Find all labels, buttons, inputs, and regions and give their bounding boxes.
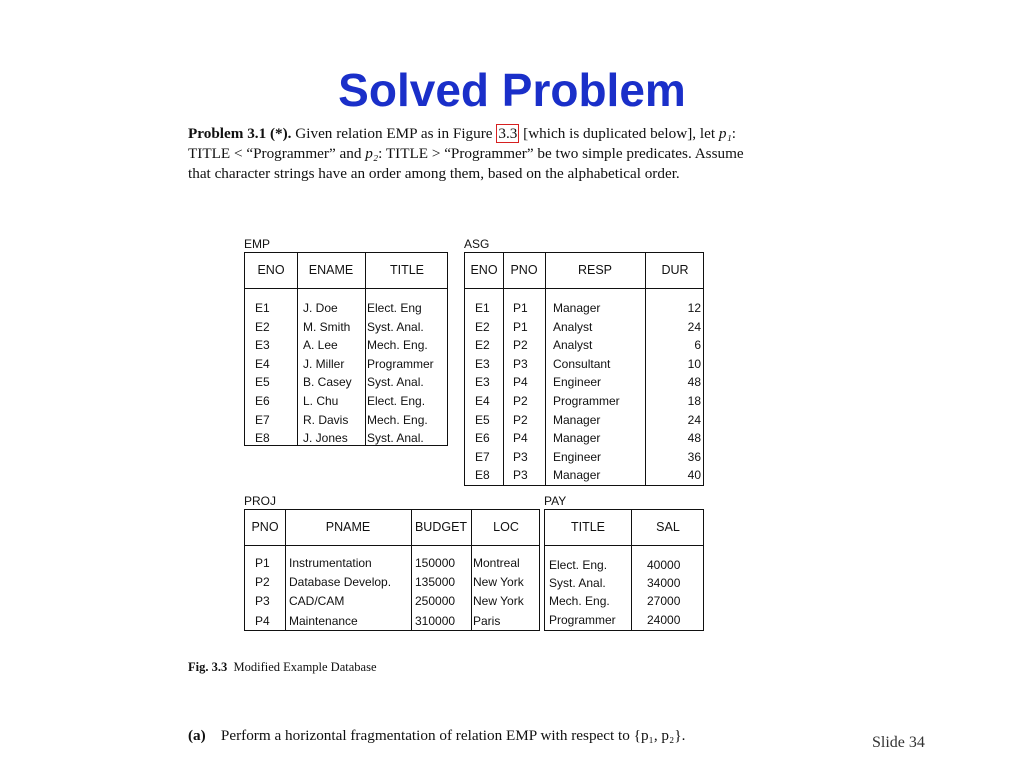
pay-col-header: SAL: [656, 520, 680, 534]
asg-table-cell: P2: [513, 412, 528, 427]
asg-col-header: PNO: [510, 263, 538, 277]
asg-table-cell: Consultant: [553, 356, 611, 371]
emp-table-cell: Syst. Anal.: [367, 319, 424, 334]
asg-table-cell: P1: [513, 319, 528, 334]
pay-col-header: TITLE: [570, 520, 606, 534]
asg-table-cell: 48: [687, 431, 701, 446]
proj-col-header: BUDGET: [414, 520, 468, 534]
asg-table-cell: P4: [513, 375, 528, 390]
emp-table-cell: E5: [255, 375, 270, 390]
asg-table-cell: E3: [475, 375, 490, 390]
pay-table-label: PAY: [544, 494, 567, 508]
pay-table-cell: 24000: [647, 612, 681, 627]
emp-table-cell: Mech. Eng.: [367, 412, 428, 427]
emp-table-cell: E3: [255, 338, 270, 353]
proj-col-header: PNAME: [325, 520, 371, 534]
problem-text-b: [which is duplicated below], let: [519, 125, 719, 142]
asg-table-cell: 40: [687, 468, 701, 483]
proj-table-cell: CAD/CAM: [289, 594, 345, 609]
asg-table-cell: 24: [687, 319, 701, 334]
asg-table-cell: Analyst: [553, 338, 593, 353]
asg-table-cell: P2: [513, 394, 528, 408]
emp-table-cell: Elect. Eng: [367, 301, 422, 315]
figure-caption-text: Modified Example Database: [233, 660, 377, 674]
emp-table-cell: J. Jones: [303, 431, 348, 446]
proj-table-cell: Paris: [473, 613, 501, 628]
asg-table-cell: E7: [475, 449, 490, 464]
proj-table-cell: 250000: [415, 594, 456, 609]
asg-table-cell: 18: [687, 394, 701, 408]
emp-table-cell: E6: [255, 394, 270, 408]
asg-table-cell: Manager: [553, 412, 601, 427]
proj-table-cell: 150000: [415, 556, 456, 570]
problem-statement: [188, 124, 764, 184]
emp-table-cell: E2: [255, 319, 270, 334]
pay-table-cell: 40000: [647, 558, 681, 572]
task-statement: [188, 727, 685, 745]
proj-table-cell: P2: [255, 575, 270, 590]
emp-table-cell: Mech. Eng.: [367, 338, 428, 353]
predicate-p2: p₂: [365, 145, 379, 162]
emp-table-cell: E8: [255, 431, 270, 446]
emp-table-cell: Elect. Eng.: [367, 394, 426, 408]
asg-table-cell: E4: [475, 394, 490, 408]
asg-table: [464, 252, 704, 486]
asg-table-cell: 10: [687, 356, 701, 371]
asg-table-cell: P3: [513, 449, 528, 464]
asg-table-cell: Manager: [553, 301, 601, 315]
asg-col-header: ENO: [470, 263, 498, 277]
pay-table: [544, 509, 704, 631]
emp-table-cell: R. Davis: [303, 412, 349, 427]
emp-col-header: TITLE: [389, 263, 425, 277]
asg-table-cell: P1: [513, 301, 528, 315]
pay-table-cell: Mech. Eng.: [549, 594, 610, 609]
emp-table-cell: E1: [255, 301, 270, 315]
emp-table-cell: Programmer: [367, 356, 434, 371]
asg-table-cell: Manager: [553, 431, 601, 446]
slide-number: Slide 34: [872, 734, 925, 751]
asg-table-cell: 48: [687, 375, 701, 390]
proj-col-header: LOC: [493, 520, 519, 534]
asg-table-cell: E5: [475, 412, 490, 427]
emp-table-cell: J. Miller: [303, 356, 345, 371]
figure-reference-link[interactable]: 3.3: [498, 125, 518, 142]
problem-text-a: Given relation EMP as in Figure: [291, 125, 497, 142]
asg-table-cell: 24: [687, 412, 701, 427]
emp-table-cell: E7: [255, 412, 270, 427]
proj-table-cell: Montreal: [473, 556, 520, 570]
problem-text-d: : TITLE > “Programmer” be two simple predicates. Assume that character strings have an order among them, based on the alphabetical order.: [188, 145, 744, 182]
emp-col-header: ENO: [257, 263, 285, 277]
emp-col-header: ENAME: [308, 263, 354, 277]
asg-col-header: RESP: [577, 263, 613, 277]
proj-table-cell: Maintenance: [289, 613, 358, 628]
proj-table-cell: New York: [473, 575, 524, 590]
slide-title: Solved Problem: [338, 64, 686, 116]
pay-table-cell: Programmer: [549, 612, 616, 627]
asg-table-cell: Programmer: [553, 394, 620, 408]
emp-table-cell: J. Doe: [303, 301, 338, 315]
asg-table-cell: P2: [513, 338, 528, 353]
proj-table-cell: P4: [255, 613, 270, 628]
task-label: (a): [188, 727, 206, 744]
proj-table-cell: 310000: [415, 613, 456, 628]
asg-table-cell: 36: [687, 449, 701, 464]
asg-table-cell: 6: [694, 338, 701, 353]
emp-table-label: EMP: [244, 237, 271, 251]
pay-table-cell: 34000: [647, 576, 681, 591]
emp-table-cell: Syst. Anal.: [367, 431, 424, 446]
asg-table-label: ASG: [464, 237, 490, 251]
asg-table-cell: E2: [475, 338, 490, 353]
proj-table-cell: 135000: [415, 575, 456, 590]
asg-table-cell: Engineer: [553, 375, 602, 390]
asg-col-header: DUR: [661, 263, 689, 277]
problem-text-c: : TITLE < “Programmer” and: [188, 125, 736, 162]
problem-label: Problem 3.1 (*).: [188, 125, 292, 142]
asg-table-cell: E3: [475, 356, 490, 371]
asg-table-cell: E2: [475, 319, 490, 334]
proj-table-cell: P3: [255, 594, 270, 609]
asg-table-cell: P3: [513, 468, 528, 483]
emp-table-cell: Syst. Anal.: [367, 375, 424, 390]
asg-table-cell: Engineer: [553, 449, 602, 464]
asg-table-cell: E8: [475, 468, 490, 483]
emp-table-cell: M. Smith: [303, 319, 351, 334]
proj-table-cell: Instrumentation: [289, 556, 372, 570]
emp-table-cell: B. Casey: [303, 375, 352, 390]
emp-table-cell: E4: [255, 356, 270, 371]
emp-table-cell: A. Lee: [303, 338, 338, 353]
proj-table-cell: P1: [255, 556, 270, 570]
asg-table-cell: Manager: [553, 468, 601, 483]
asg-table-cell: E6: [475, 431, 490, 446]
proj-col-header: PNO: [251, 520, 279, 534]
asg-table-cell: P4: [513, 431, 528, 446]
emp-table-cell: L. Chu: [303, 394, 339, 408]
proj-table: [244, 509, 540, 631]
asg-table-cell: P3: [513, 356, 528, 371]
task-text: Perform a horizontal fragmentation of relation EMP with respect to {p₁, p₂}.: [220, 727, 686, 744]
figure-caption-label: Fig. 3.3: [188, 660, 228, 674]
proj-table-cell: New York: [473, 594, 524, 609]
predicate-p1: p₁: [718, 125, 732, 142]
pay-table-cell: 27000: [647, 594, 681, 609]
asg-table-cell: 12: [687, 301, 701, 315]
pay-table-cell: Elect. Eng.: [549, 558, 608, 572]
pay-table-cell: Syst. Anal.: [549, 576, 606, 591]
figure-caption: [188, 660, 377, 675]
asg-table-cell: E1: [475, 301, 490, 315]
emp-table: [244, 252, 448, 446]
proj-table-label: PROJ: [244, 494, 277, 508]
proj-table-cell: Database Develop.: [289, 575, 392, 590]
asg-table-cell: Analyst: [553, 319, 593, 334]
